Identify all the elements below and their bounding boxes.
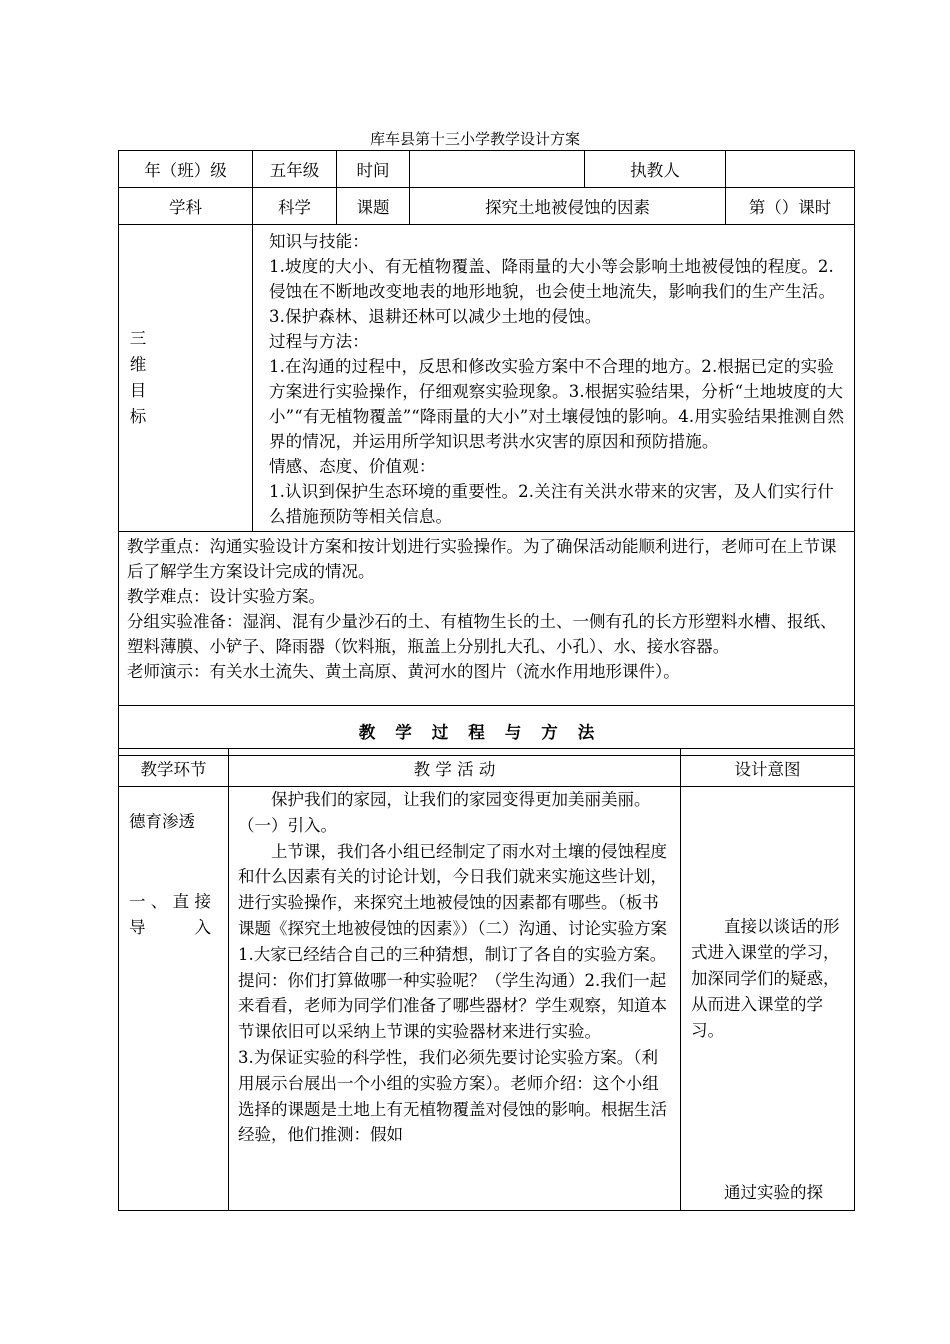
section-title: 教学过程与方法 <box>119 706 855 756</box>
column-header-intent: 设计意图 <box>681 749 855 787</box>
activity-cell <box>229 787 681 1211</box>
activity-paragraph: 上节课，我们各小组已经制定了雨水对土壤的侵蚀程度和什么因素有关的讨论计划，今日我们就来实施这些计划，进行实验操作，来探究土地被侵蚀的因素都有哪些。（板书课题《探究土地被侵蚀的因素》）（二）沟通、讨论实验方案 <box>238 841 667 938</box>
stage-cell <box>119 787 229 1211</box>
time-value <box>410 151 585 188</box>
goal-label-char: 目 <box>129 381 147 400</box>
activity-paragraph: （一）引入。 <box>238 815 337 835</box>
topic-label: 课题 <box>337 188 410 225</box>
attitude-heading: 情感、态度、价值观： <box>269 457 436 476</box>
goals-content <box>253 225 855 532</box>
goal-label-char: 三 <box>129 329 147 348</box>
process-text: 1.在沟通的过程中，反思和修改实验方案中不合理的地方。2.根据已定的实验方案进行实验操作，仔细观察实验现象。3.根据实验结果，分析“土地坡度的大小”“有无植物覆盖”“降雨量的大小”对土壤侵蚀的影响。4.用实验结果推测自然界的情况，并运用所学知识思考洪水灾害的原因和预防措施。 <box>269 357 845 451</box>
key-points-text: 教学重点：沟通实验设计方案和按计划进行实验操作。为了确保活动能顺利进行，老师可在上节课后了解学生方案设计完成的情况。 <box>127 537 837 581</box>
goal-label-char: 标 <box>129 407 147 426</box>
stage-moral: 德育渗透 <box>129 812 195 831</box>
intent-paragraph: 通过实验的探 <box>724 1183 823 1202</box>
goal-label-char: 维 <box>129 355 147 374</box>
teacher-value <box>726 151 855 188</box>
intent-paragraph: 直接以谈话的形式进入课堂的学习，加深同学们的疑惑，从而进入课堂的学习。 <box>691 917 840 1040</box>
subject-value: 科学 <box>253 188 337 225</box>
grade-value: 五年级 <box>253 151 337 188</box>
period-value: 第（）课时 <box>726 188 855 225</box>
activity-paragraph: 保护我们的家园，让我们的家园变得更加美丽美丽。 <box>271 790 651 809</box>
difficulty-text: 教学难点：设计实验方案。 <box>127 587 325 606</box>
teaching-process-table <box>118 748 855 1211</box>
activity-paragraph: 3.为保证实验的科学性，我们必须先要讨论实验方案。（利用展示台展出一个小组的实验方案）。老师介绍：这个小组选择的课题是土地上有无植物覆盖对侵蚀的影响。根据生活经验，他们推测：假如 <box>238 1047 667 1145</box>
grade-label: 年（班）级 <box>119 151 253 188</box>
process-heading: 过程与方法： <box>269 332 369 351</box>
demo-text: 老师演示：有关水土流失、黄土高原、黄河水的图片（流水作用地形课件）。 <box>127 662 680 681</box>
column-header-activity: 教 学 活 动 <box>229 749 681 787</box>
materials-text: 分组实验准备：湿润、混有少量沙石的土、有植物生长的土、一侧有孔的长方形塑料水槽、报纸、塑料薄膜、小铲子、降雨器（饮料瓶，瓶盖上分别扎大孔、小孔）、水、接水容器。 <box>127 612 837 656</box>
teaching-emphasis <box>119 532 855 706</box>
subject-label: 学科 <box>119 188 253 225</box>
topic-value: 探究土地被侵蚀的因素 <box>410 188 726 225</box>
activity-paragraph: 1.大家已经结合自己的三种猜想，制订了各自的实验方案。提问：你们打算做哪一种实验呢？（学生沟通）2.我们一起来看看，老师为同学们准备了哪些器材？学生观察，知道本节课依旧可以采纳上节课的实验器材来进行实验。 <box>238 944 667 1042</box>
stage-direct-intro: 一、直接导入 <box>129 892 211 937</box>
knowledge-text: 1.坡度的大小、有无植物覆盖、降雨量的大小等会影响土地被侵蚀的程度。2.侵蚀在不断地改变地表的地形地貌，也会使土地流失，影响我们的生产生活。3.保护森林、退耕还林可以减少土地的侵蚀。 <box>269 257 836 326</box>
column-header-stage: 教学环节 <box>119 749 229 787</box>
time-label: 时间 <box>337 151 410 188</box>
document-title: 库车县第十三小学教学设计方案 <box>369 130 580 148</box>
knowledge-heading: 知识与技能： <box>269 232 369 251</box>
intent-cell <box>681 787 855 1211</box>
attitude-text: 1.认识到保护生态环境的重要性。2.关注有关洪水带来的灾害，及人们实行什么措施预防等相关信息。 <box>269 482 834 526</box>
three-dimensional-goals-label <box>119 225 253 532</box>
teacher-label: 执教人 <box>585 151 726 188</box>
lesson-info-table <box>118 150 855 756</box>
